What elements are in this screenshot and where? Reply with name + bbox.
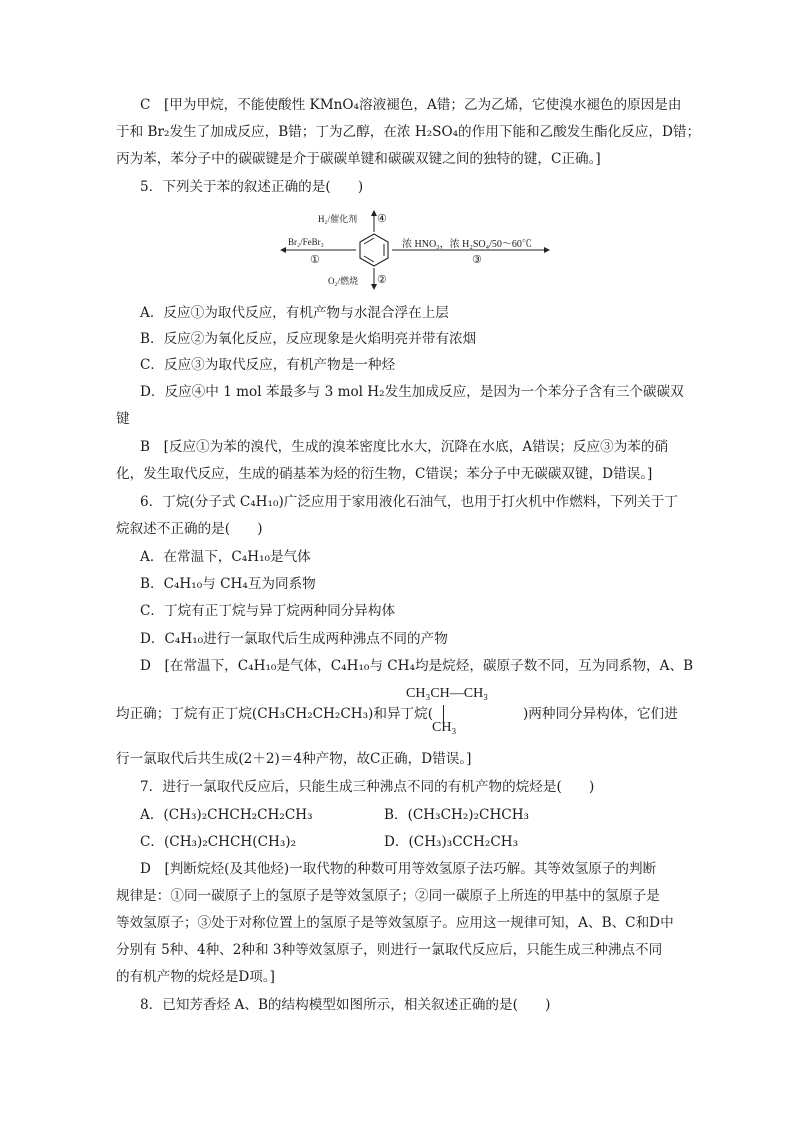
q7-option-b: B．(CH₃CH₂)₂CHCH₃ <box>384 807 530 823</box>
isobutane-structure-top: CH₃CH—CH₃ <box>406 686 489 701</box>
q6-option-c: C．丁烷有正丁烷与异丁烷两种同分异构体 <box>140 603 396 619</box>
reagent-h2: H₂/催化剂 <box>318 214 358 224</box>
q5-answer-line-1: B [反应①为苯的溴代，生成的溴苯密度比水大，沉降在水底，A错误；反应③为苯的硝 <box>140 439 669 455</box>
q6-answer-line-1: D [在常温下，C₄H₁₀是气体，C₄H₁₀与 CH₄均是烷烃，碳原子数不同，互为同系物，A、B <box>140 658 694 674</box>
q5-answer-line-2: 化，发生取代反应，生成的硝基苯为烃的衍生物，C错误；苯分子中无碳碳双键，D错误。] <box>116 466 653 482</box>
arrowhead-left <box>280 247 286 253</box>
q7-stem: 7．进行一氯取代反应后，只能生成三种沸点不同的有机产物的烷烃是( ) <box>140 779 595 795</box>
q8-stem: 8．已知芳香烃 A、B的结构模型如图所示，相关叙述正确的是( ) <box>140 997 551 1013</box>
q4-answer-line-1: C [甲为甲烷，不能使酸性 KMnO₄溶液褪色，A错；乙为乙烯，它使溴水褪色的原因是由 <box>140 97 682 113</box>
label-2: ② <box>377 274 387 286</box>
q6-option-b: B．C₄H₁₀与 CH₄互为同系物 <box>140 576 316 592</box>
reagent-o2: O₂/燃烧 <box>328 276 359 286</box>
q7-option-a: A．(CH₃)₂CHCH₂CH₂CH₃ <box>140 807 313 823</box>
q5-option-b: B．反应②为氧化反应，反应现象是火焰明亮并带有浓烟 <box>140 331 477 347</box>
benzene-reaction-scheme <box>280 210 550 290</box>
q6-answer-line-2a: 均正确；丁烷有正丁烷(CH₃CH₂CH₂CH₃)和异丁烷( <box>116 706 434 722</box>
q6-stem-line-2: 烷叙述不正确的是( ) <box>116 521 263 537</box>
isobutane-structure-bottom: CH₃ <box>432 720 457 735</box>
q7-answer-line-4: 分别有 5种、4种、2种和 3种等效氢原子，则进行一氯取代反应后，只能生成三种沸点不同 <box>116 942 663 958</box>
q7-option-d: D．(CH₃)₃CCH₂CH₃ <box>384 834 519 850</box>
arrowhead-right <box>544 247 550 253</box>
q7-option-c: C．(CH₃)₂CHCH(CH₃)₂ <box>140 834 297 850</box>
reagent-hno3: 浓 HNO₃，浓 H₂SO₄/50～60℃ <box>402 239 532 250</box>
q6-stem-line-1: 6．丁烷(分子式 C₄H₁₀)广泛应用于家用液化石油气，也用于打火机中作燃料，下列关于丁 <box>140 494 678 510</box>
label-3: ③ <box>472 254 482 266</box>
q6-answer-line-3: 行一氯取代后共生成(2＋2)＝4种产物，故C正确，D错误。] <box>116 751 472 767</box>
q5-option-a: A．反应①为取代反应，有机产物与水混合浮在上层 <box>140 305 449 321</box>
q5-option-d-line-1: D．反应④中 1 mol 苯最多与 3 mol H₂发生加成反应，是因为一个苯分子含有三个碳碳双 <box>140 384 684 400</box>
label-4: ④ <box>377 213 387 225</box>
q4-answer-line-2: 于和 Br₂发生了加成反应，B错；丁为乙醇，在浓 H₂SO₄的作用下能和乙酸发生酯化反应，D错； <box>116 124 701 140</box>
q5-option-d-line-2: 键 <box>116 411 130 427</box>
q4-answer-line-3: 丙为苯，苯分子中的碳碳键是介于碳碳单键和碳碳双键之间的独特的键，C正确。] <box>116 151 601 167</box>
q7-answer-line-2: 规律是：①同一碳原子上的氢原子是等效氢原子；②同一碳原子上所连的甲基中的氢原子是 <box>116 888 660 904</box>
q5-option-c: C．反应③为取代反应，有机产物是一种烃 <box>140 357 396 373</box>
q6-answer-line-2b: )两种同分异构体，它们进 <box>523 706 678 722</box>
reagent-br2: Br₂/FeBr₃ <box>288 237 324 247</box>
q6-option-a: A．在常温下，C₄H₁₀是气体 <box>140 549 311 565</box>
q7-answer-line-1: D [判断烷烃(及其他烃)一取代物的种数可用等效氢原子法巧解。其等效氢原子的判断 <box>140 861 657 877</box>
q7-answer-line-5: 的有机产物的烷烃是D项。] <box>116 969 275 985</box>
q7-answer-line-3: 等效氢原子；③处于对称位置上的氢原子是等效氢原子。应用这一规律可知，A、B、C和D中 <box>116 915 674 931</box>
q6-option-d: D．C₄H₁₀进行一氯取代后生成两种沸点不同的产物 <box>140 631 448 647</box>
q5-stem: 5．下列关于苯的叙述正确的是( ) <box>140 179 364 195</box>
label-1: ① <box>310 254 320 266</box>
